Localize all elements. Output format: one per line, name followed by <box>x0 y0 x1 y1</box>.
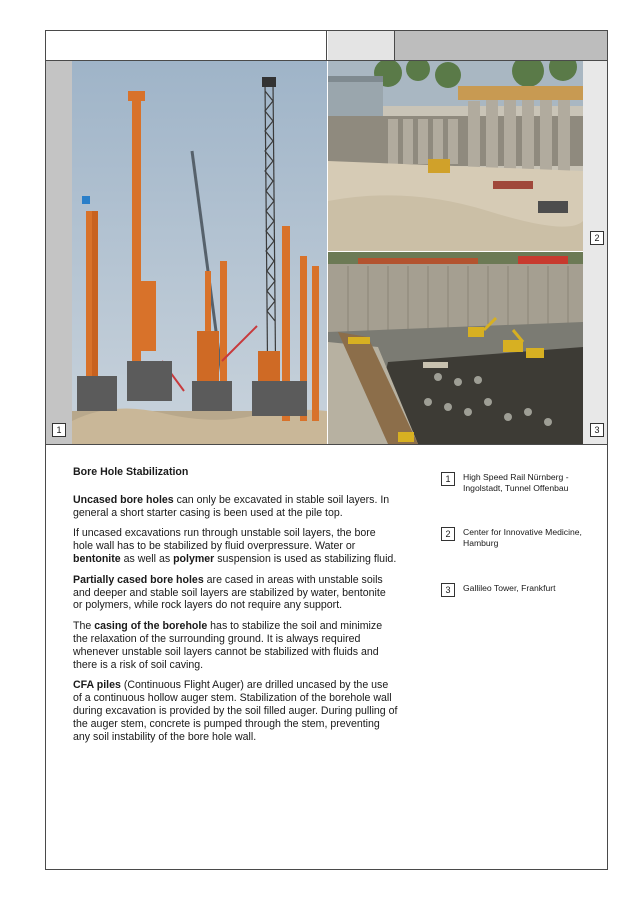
header-dark-cell <box>395 31 607 60</box>
photo-bottom-divider <box>45 444 608 445</box>
bold-term: Partially cased bore holes <box>73 573 204 586</box>
paragraph <box>73 574 398 612</box>
text-run: (Continuous Flight Auger) are drilled uncased by the use of a continuous hollow auger stem. Stabilization of the borehole wall during excavation is provided by the soil filled auger. During pulling of the auger stem, concrete is pumped through the stem, preventing any soil instability of the bore hole wall. <box>73 679 398 743</box>
photo-number-2: 2 <box>590 231 604 245</box>
caption-number: 1 <box>441 472 455 486</box>
bold-term: casing of the borehole <box>94 620 208 633</box>
text-run: If uncased excavations run through unstable soil layers, the bore hole wall has to be stabilized by fluid overpressure. Water or <box>73 527 376 553</box>
bold-term: bentonite <box>73 552 121 565</box>
bold-term: CFA piles <box>73 679 121 692</box>
text-run: can only be excavated in stable soil layers. In general a short starter casing is been used at the pile top. <box>73 493 390 519</box>
photo-excavation-pile-wall <box>328 61 583 251</box>
text-run: The <box>73 620 95 633</box>
body-text <box>73 466 398 751</box>
header-blank-cell <box>45 30 327 61</box>
header-light-cell <box>328 31 395 60</box>
text-run: suspension is used as stabilizing fluid. <box>214 552 397 565</box>
text-run: as well as <box>120 552 174 565</box>
section-heading: Bore Hole Stabilization <box>73 466 189 478</box>
bold-term: polymer <box>173 552 215 565</box>
photo-number-3: 3 <box>590 423 604 437</box>
paragraph-list <box>73 494 398 744</box>
bold-term: Uncased bore holes <box>73 493 174 506</box>
photo-gutter-right <box>583 61 607 444</box>
text-run: has to stabilize the soil and minimize the relaxation of the surrounding ground. It is always required whenever unstable soil layers cannot be stabilized with fluids and there is a risk of soil caving. <box>73 620 383 671</box>
paragraph <box>73 679 398 743</box>
caption-text: Gallileo Tower, Frankfurt <box>463 583 556 593</box>
caption-text: Center for Innovative Medicine, Hamburg <box>463 527 582 548</box>
caption-number: 2 <box>441 527 455 541</box>
photo-gutter-left <box>46 61 72 444</box>
caption-text: High Speed Rail Nürnberg - Ingolstadt, Tunnel Offenbau <box>463 472 569 493</box>
caption-number: 3 <box>441 583 455 597</box>
paragraph <box>73 527 398 565</box>
paragraph <box>73 494 398 520</box>
photo-drilling-rigs <box>72 61 327 444</box>
paragraph <box>73 620 398 671</box>
photo-large-excavation-pit <box>328 252 583 444</box>
text-run: are cased in areas with unstable soils and deeper and stable soil layers are stabilized by water, bentonite or polymers, while rock layers do not require any support. <box>73 573 386 612</box>
photo-number-1: 1 <box>52 423 66 437</box>
